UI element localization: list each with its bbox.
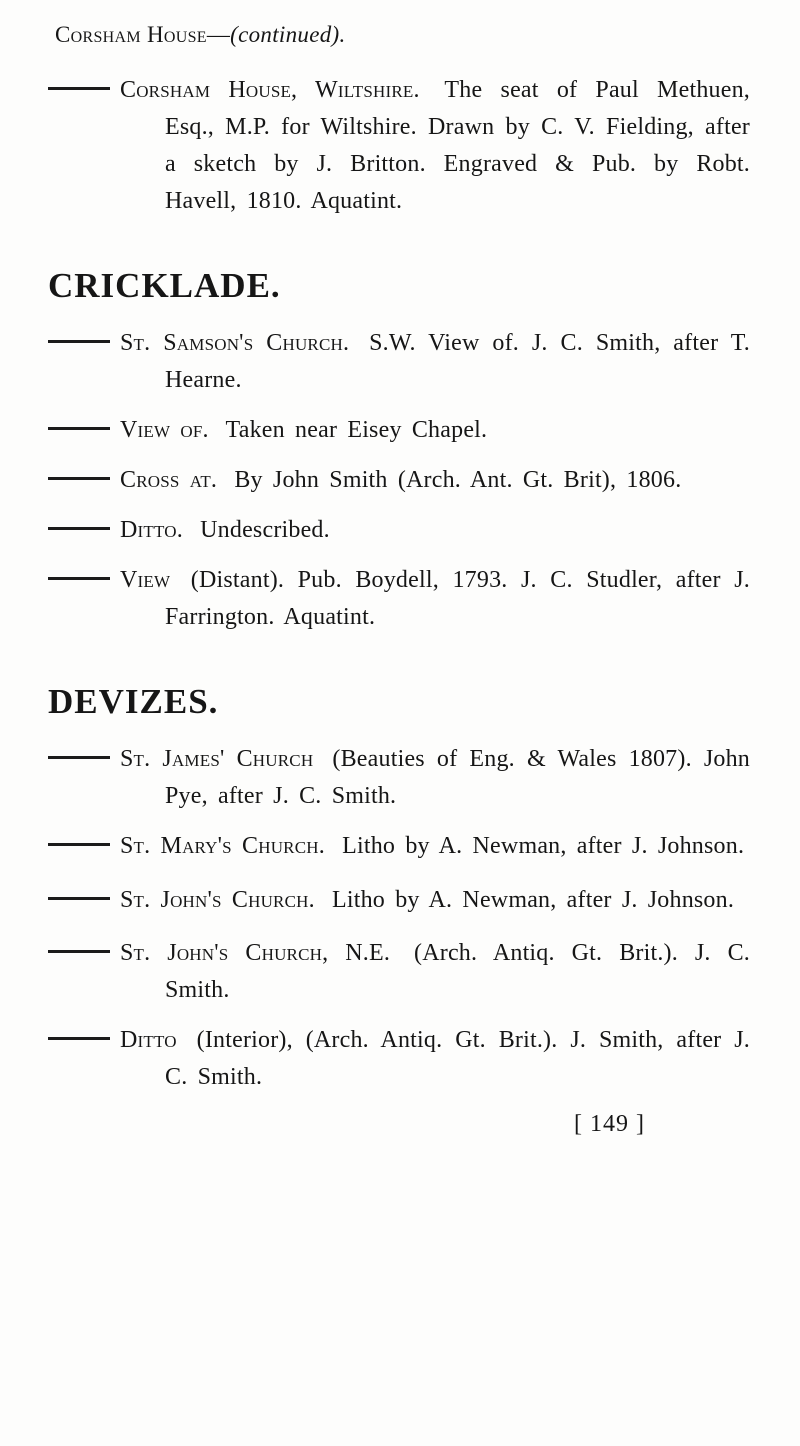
entry-text: Undescribed. bbox=[200, 517, 330, 543]
entry-text: The seat of Paul Methuen, Esq., M.P. for Wiltshire. Drawn by C. V. Fielding, after a sketch by J. Britton. Engraved & Pub. by Robt. Havell, 1810. Aquatint. bbox=[165, 77, 750, 214]
running-header-title: Corsham House bbox=[55, 22, 207, 47]
page-number: [ 149 ] bbox=[574, 1111, 645, 1137]
entry-lead: Ditto bbox=[120, 1027, 177, 1053]
entry-lead: St. James' Church bbox=[120, 746, 314, 772]
entry-dash bbox=[48, 897, 110, 900]
entry-dash bbox=[48, 950, 110, 953]
entry-lead: Cross at. bbox=[120, 467, 218, 493]
catalog-entry-st-johns-church-ne bbox=[48, 935, 750, 1009]
entry-text: (Beauties of Eng. & Wales 1807). John Pye, after J. C. Smith. bbox=[165, 746, 751, 809]
section-heading-cricklade: CRICKLADE. bbox=[48, 266, 281, 305]
catalog-entry-cross-at bbox=[48, 462, 750, 499]
entry-dash bbox=[48, 527, 110, 530]
catalog-entry-view-distant bbox=[48, 562, 750, 636]
entry-text: S.W. View of. J. C. Smith, after T. Hearne. bbox=[165, 330, 751, 393]
entry-text: Litho by A. Newman, after J. Johnson. bbox=[342, 833, 745, 859]
entry-dash bbox=[48, 843, 110, 846]
entry-dash bbox=[48, 340, 110, 343]
entry-text: Taken near Eisey Chapel. bbox=[225, 417, 488, 443]
entry-lead: View of. bbox=[120, 417, 209, 443]
entry-lead: St. Samson's Church. bbox=[120, 330, 350, 356]
running-header-continued: (continued). bbox=[230, 22, 346, 47]
running-header bbox=[55, 20, 750, 50]
entry-dash bbox=[48, 87, 110, 90]
entry-lead: St. Mary's Church. bbox=[120, 833, 325, 859]
entry-dash bbox=[48, 577, 110, 580]
entry-text: By John Smith (Arch. Ant. Gt. Brit), 1806. bbox=[234, 467, 682, 493]
entry-lead: Corsham House, Wiltshire. bbox=[120, 77, 420, 103]
entry-dash bbox=[48, 1037, 110, 1040]
catalog-entry-st-johns-church-litho bbox=[48, 878, 750, 922]
entry-lead: View bbox=[120, 567, 171, 593]
entry-dash bbox=[48, 427, 110, 430]
entry-dash bbox=[48, 477, 110, 480]
catalog-entry-st-james-church bbox=[48, 741, 750, 815]
page-content bbox=[48, 20, 750, 1139]
entry-lead: Ditto. bbox=[120, 517, 183, 543]
section-heading-devizes: DEVIZES. bbox=[48, 682, 219, 721]
catalog-entry-st-samsons-church bbox=[48, 325, 750, 399]
entry-lead: St. John's Church, N.E. bbox=[120, 940, 391, 966]
running-header-separator: — bbox=[206, 22, 231, 47]
catalog-entry-corsham-house bbox=[48, 72, 750, 220]
catalog-entry-ditto-undescribed bbox=[48, 512, 750, 549]
catalog-entry-st-marys-church bbox=[48, 828, 750, 865]
entry-text: Litho by A. Newman, after J. Johnson. bbox=[332, 887, 735, 913]
entry-dash bbox=[48, 756, 110, 759]
entry-text: (Distant). Pub. Boydell, 1793. J. C. Studler, after J. Farrington. Aquatint. bbox=[165, 567, 750, 630]
entry-text: (Interior), (Arch. Antiq. Gt. Brit.). J. Smith, after J. C. Smith. bbox=[165, 1027, 751, 1090]
catalog-entry-view-of bbox=[48, 412, 750, 449]
entry-lead: St. John's Church. bbox=[120, 887, 315, 913]
catalog-entry-ditto-interior bbox=[48, 1022, 750, 1096]
entry-text: (Arch. Antiq. Gt. Brit.). J. C. Smith. bbox=[165, 940, 750, 1003]
